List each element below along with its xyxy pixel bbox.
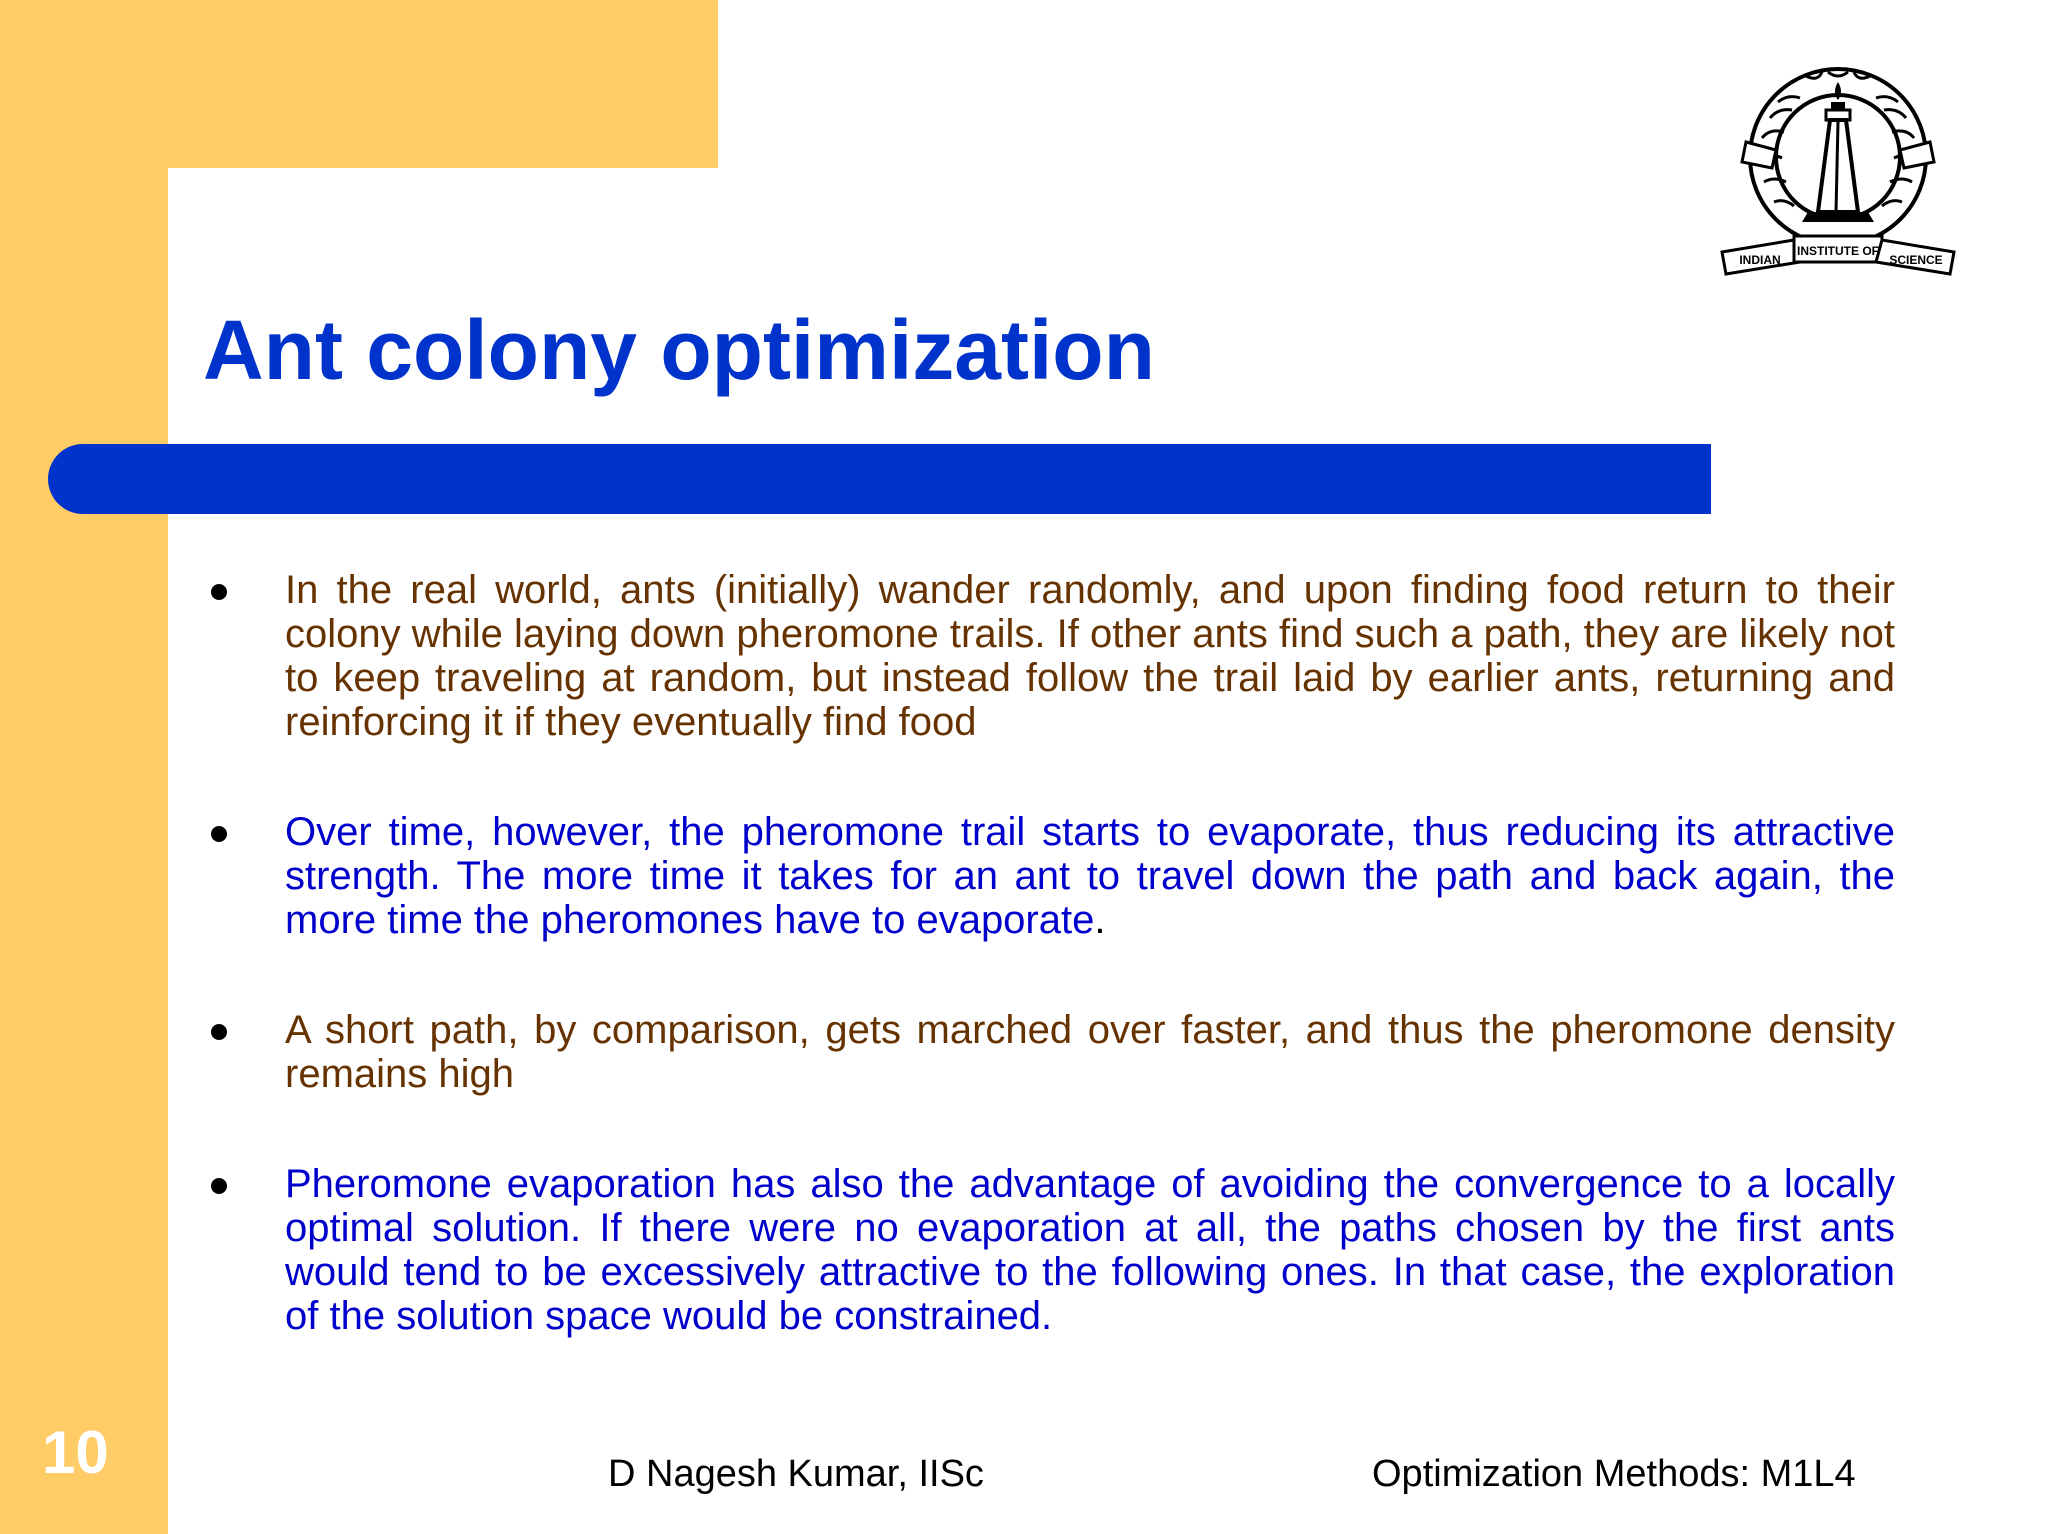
bullet-text: In the real world, ants (initially) wander randomly, and upon finding food return to their colony while laying down pheromone trails. If other ants find such a path, they are likely not to keep traveling at random, but instead follow the trail laid by earlier ants, returning and reinforcing it if they eventually find food <box>285 568 1895 744</box>
bullet-item <box>205 1162 1895 1338</box>
logo-text-middle: INSTITUTE OF <box>1797 244 1879 258</box>
top-accent-band <box>0 0 718 168</box>
bullet-dot-icon <box>211 826 227 842</box>
bullet-list <box>205 568 1895 1404</box>
bullet-item <box>205 810 1895 942</box>
logo-text-right: SCIENCE <box>1889 253 1943 267</box>
footer-course: Optimization Methods: M1L4 <box>1372 1453 1856 1495</box>
page-title: Ant colony optimization <box>203 303 1155 397</box>
iisc-seal-icon <box>1718 52 1958 292</box>
bullet-item <box>205 1008 1895 1096</box>
bullet-dot-icon <box>211 1178 227 1194</box>
bullet-text: A short path, by comparison, gets marched over faster, and thus the pheromone density remains high <box>285 1008 1895 1096</box>
footer-author: D Nagesh Kumar, IISc <box>608 1453 984 1495</box>
left-accent-band <box>0 0 168 1534</box>
bullet-dot-icon <box>211 584 227 600</box>
logo-text-left: INDIAN <box>1739 253 1781 267</box>
bullet-dot-icon <box>211 1024 227 1040</box>
bullet-text: Over time, however, the pheromone trail starts to evaporate, thus reducing its attractive strength. The more time it takes for an ant to travel down the path and back again, the more time the pheromones have to evaporate <box>285 810 1895 942</box>
bullet-text: Pheromone evaporation has also the advantage of avoiding the convergence to a locally optimal solution. If there were no evaporation at all, the paths chosen by the first ants would tend to be excessively attractive to the following ones. In that case, the exploration of the solution space would be constrained. <box>285 1162 1895 1338</box>
bullet-item <box>205 568 1895 744</box>
bullet-trailing-period: . <box>1094 898 1106 942</box>
title-underline-bar <box>48 444 1711 514</box>
slide-number: 10 <box>42 1419 109 1486</box>
